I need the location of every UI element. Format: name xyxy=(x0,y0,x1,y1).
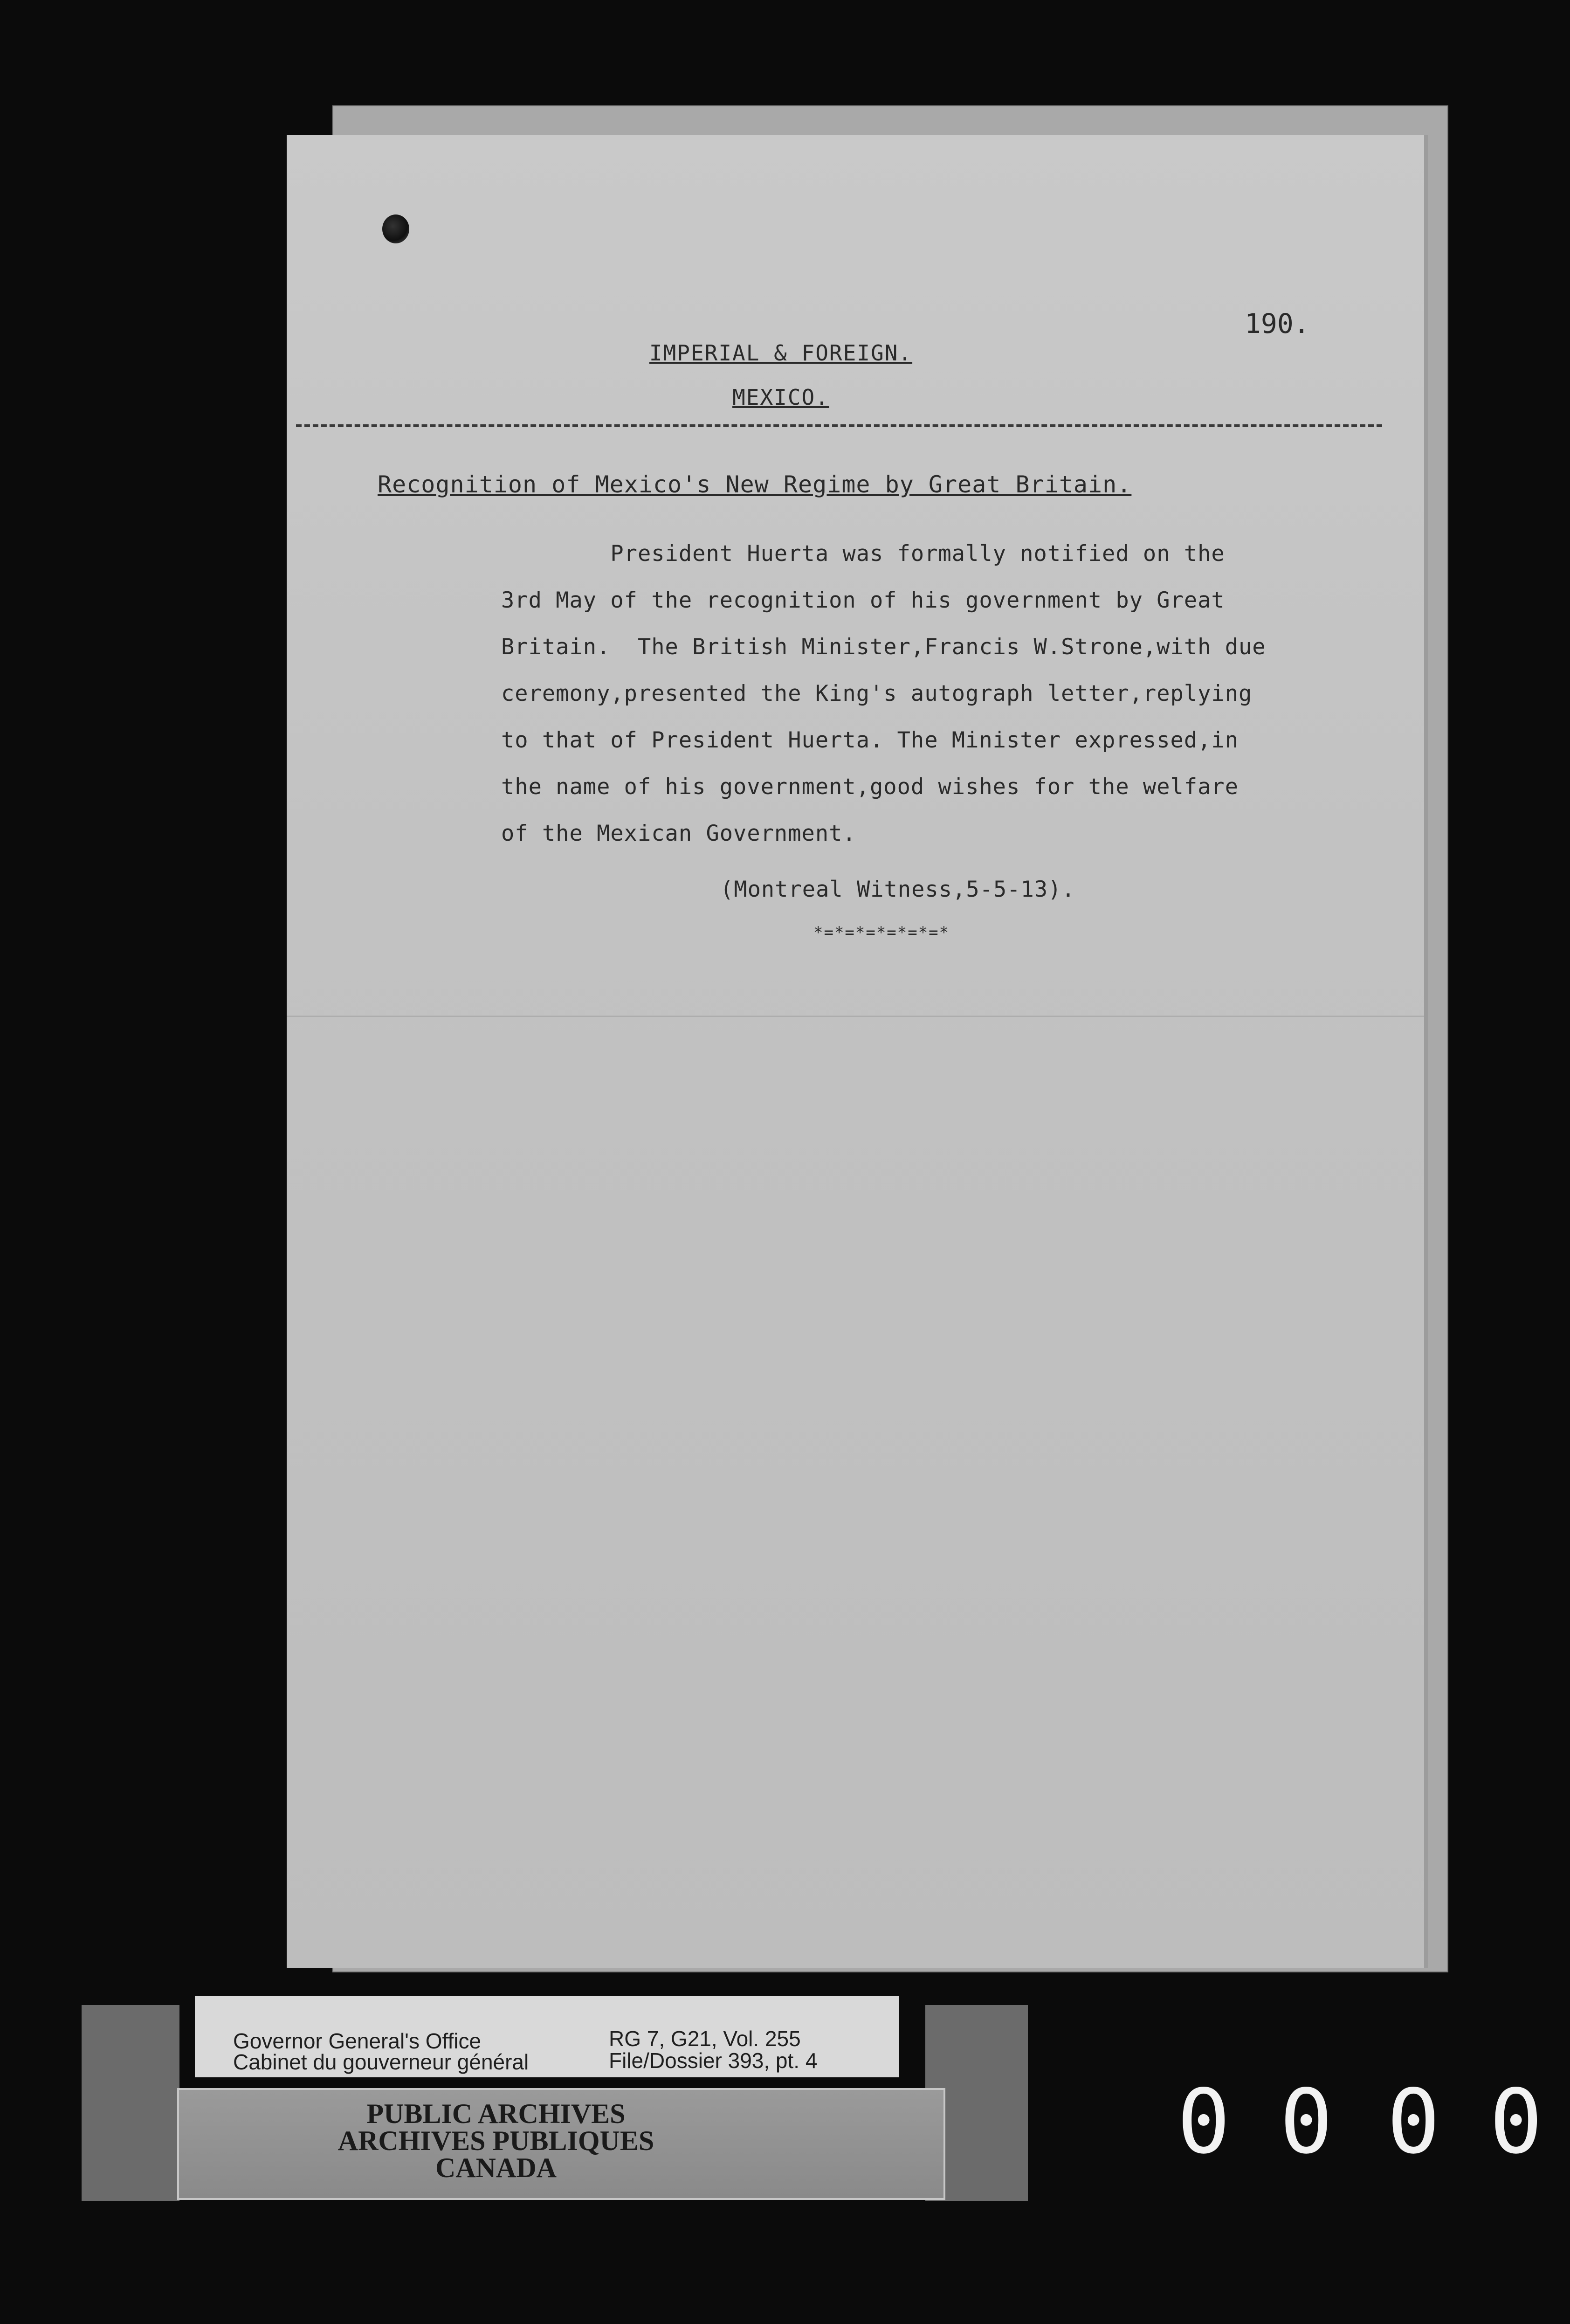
end-mark: *=*=*=*=*=*=* xyxy=(813,923,950,942)
archives-english: PUBLIC ARCHIVES xyxy=(366,2098,626,2129)
body-line: Britain. The British Minister,Francis W.Strone,with due xyxy=(501,634,1266,660)
document-page xyxy=(287,135,1424,1968)
office-french: Cabinet du gouverneur général xyxy=(233,2050,529,2074)
office-english: Governor General's Office xyxy=(233,2029,482,2053)
archive-reference-label xyxy=(195,1996,899,2077)
subsection-heading: MEXICO. xyxy=(732,385,829,410)
body-line: of the Mexican Government. xyxy=(501,821,856,846)
record-group: RG 7, G21, Vol. 255 xyxy=(609,2027,801,2051)
dashed-divider xyxy=(296,424,1382,427)
section-heading: IMPERIAL & FOREIGN. xyxy=(649,340,913,366)
body-line: President Huerta was formally notified on the xyxy=(501,541,1225,567)
archives-french: ARCHIVES PUBLIQUES xyxy=(337,2125,654,2156)
article-title: Recognition of Mexico's New Regime by Great Britain. xyxy=(378,471,1132,498)
frame-counter-digit: 0 xyxy=(1489,2070,1543,2173)
source-citation: (Montreal Witness,5-5-13). xyxy=(720,877,1075,902)
frame-counter-digit: 0 xyxy=(1280,2070,1333,2173)
page-number: 190. xyxy=(1245,308,1310,339)
file-reference: File/Dossier 393, pt. 4 xyxy=(609,2048,818,2073)
fold-line xyxy=(287,1016,1424,1017)
frame-counter-digit: 0 xyxy=(1177,2070,1231,2173)
punch-hole xyxy=(382,214,409,243)
frame-counter-digit: 0 xyxy=(1387,2070,1440,2173)
body-line: the name of his government,good wishes for the welfare xyxy=(501,774,1239,800)
archives-country: CANADA xyxy=(435,2152,557,2183)
public-archives-label xyxy=(177,2088,945,2200)
body-line: ceremony,presented the King's autograph letter,replying xyxy=(501,681,1253,706)
body-line: to that of President Huerta. The Minister expressed,in xyxy=(501,727,1239,753)
body-line: 3rd May of the recognition of his government by Great xyxy=(501,588,1225,613)
